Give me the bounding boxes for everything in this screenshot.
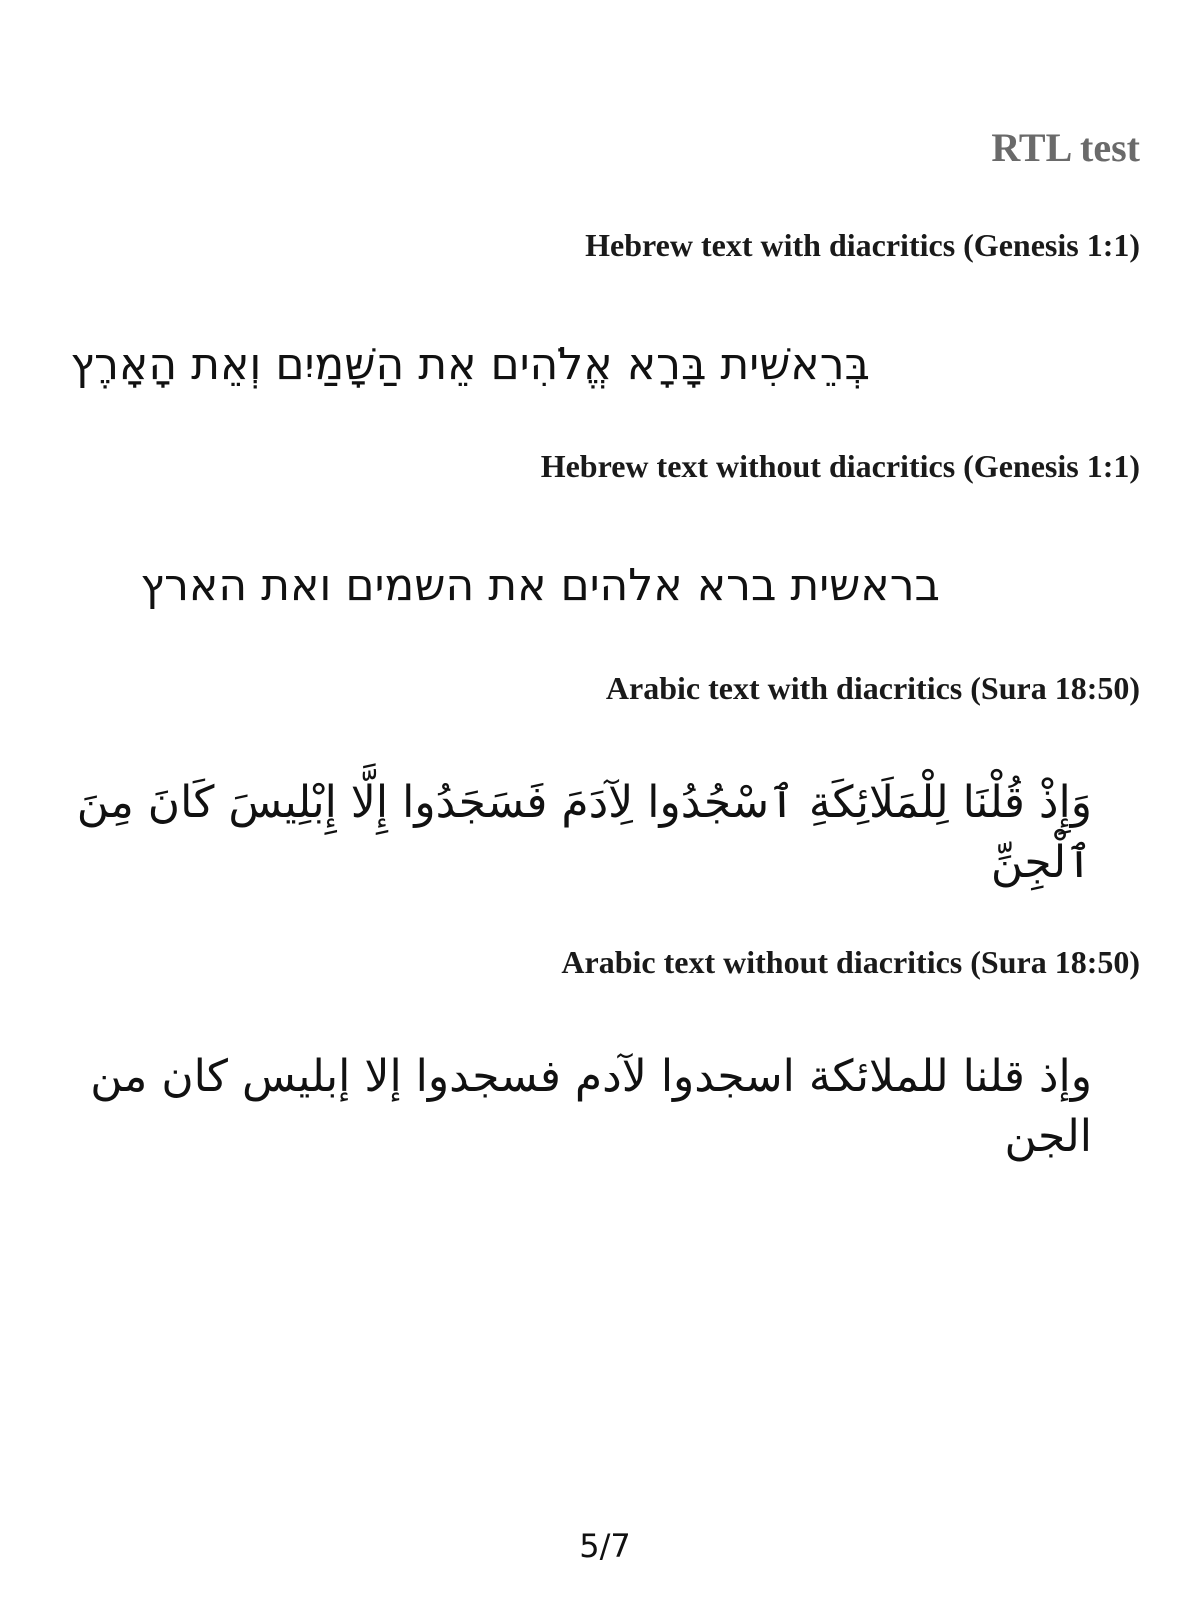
arabic-text-without-diacritics: وإذ قلنا للملائكة اسجدوا لآدم فسجدوا إلا إبليس كان من الجن — [90, 1051, 1092, 1162]
heading-arabic-with-diacritics: Arabic text with diacritics (Sura 18:50) — [605, 670, 1140, 706]
heading-hebrew-with-diacritics: Hebrew text with diacritics (Genesis 1:1) — [585, 227, 1140, 263]
heading-hebrew-without-diacritics: Hebrew text without diacritics (Genesis 1:1) — [540, 448, 1140, 484]
page-number: 5/7 — [579, 1527, 631, 1565]
hebrew-text-with-diacritics: בְּרֵאשִׁית בָּרָא אֱלֹהִים אֵת הַשָּׁמַיִם וְאֵת הָאָרֶץ — [70, 339, 870, 390]
document-page — [70, 0, 1140, 1600]
heading-arabic-without-diacritics: Arabic text without diacritics (Sura 18:50) — [561, 944, 1140, 980]
arabic-text-with-diacritics: وَإِذْ قُلْنَا لِلْمَلَائِكَةِ ٱسْجُدُوا لِآدَمَ فَسَجَدُوا إِلَّا إِبْلِيسَ كَانَ مِنَ ٱلْجِنِّ — [76, 777, 1092, 888]
hebrew-text-without-diacritics: בראשית ברא אלהים את השמים ואת הארץ — [140, 560, 940, 611]
document-title: RTL test — [991, 125, 1140, 170]
